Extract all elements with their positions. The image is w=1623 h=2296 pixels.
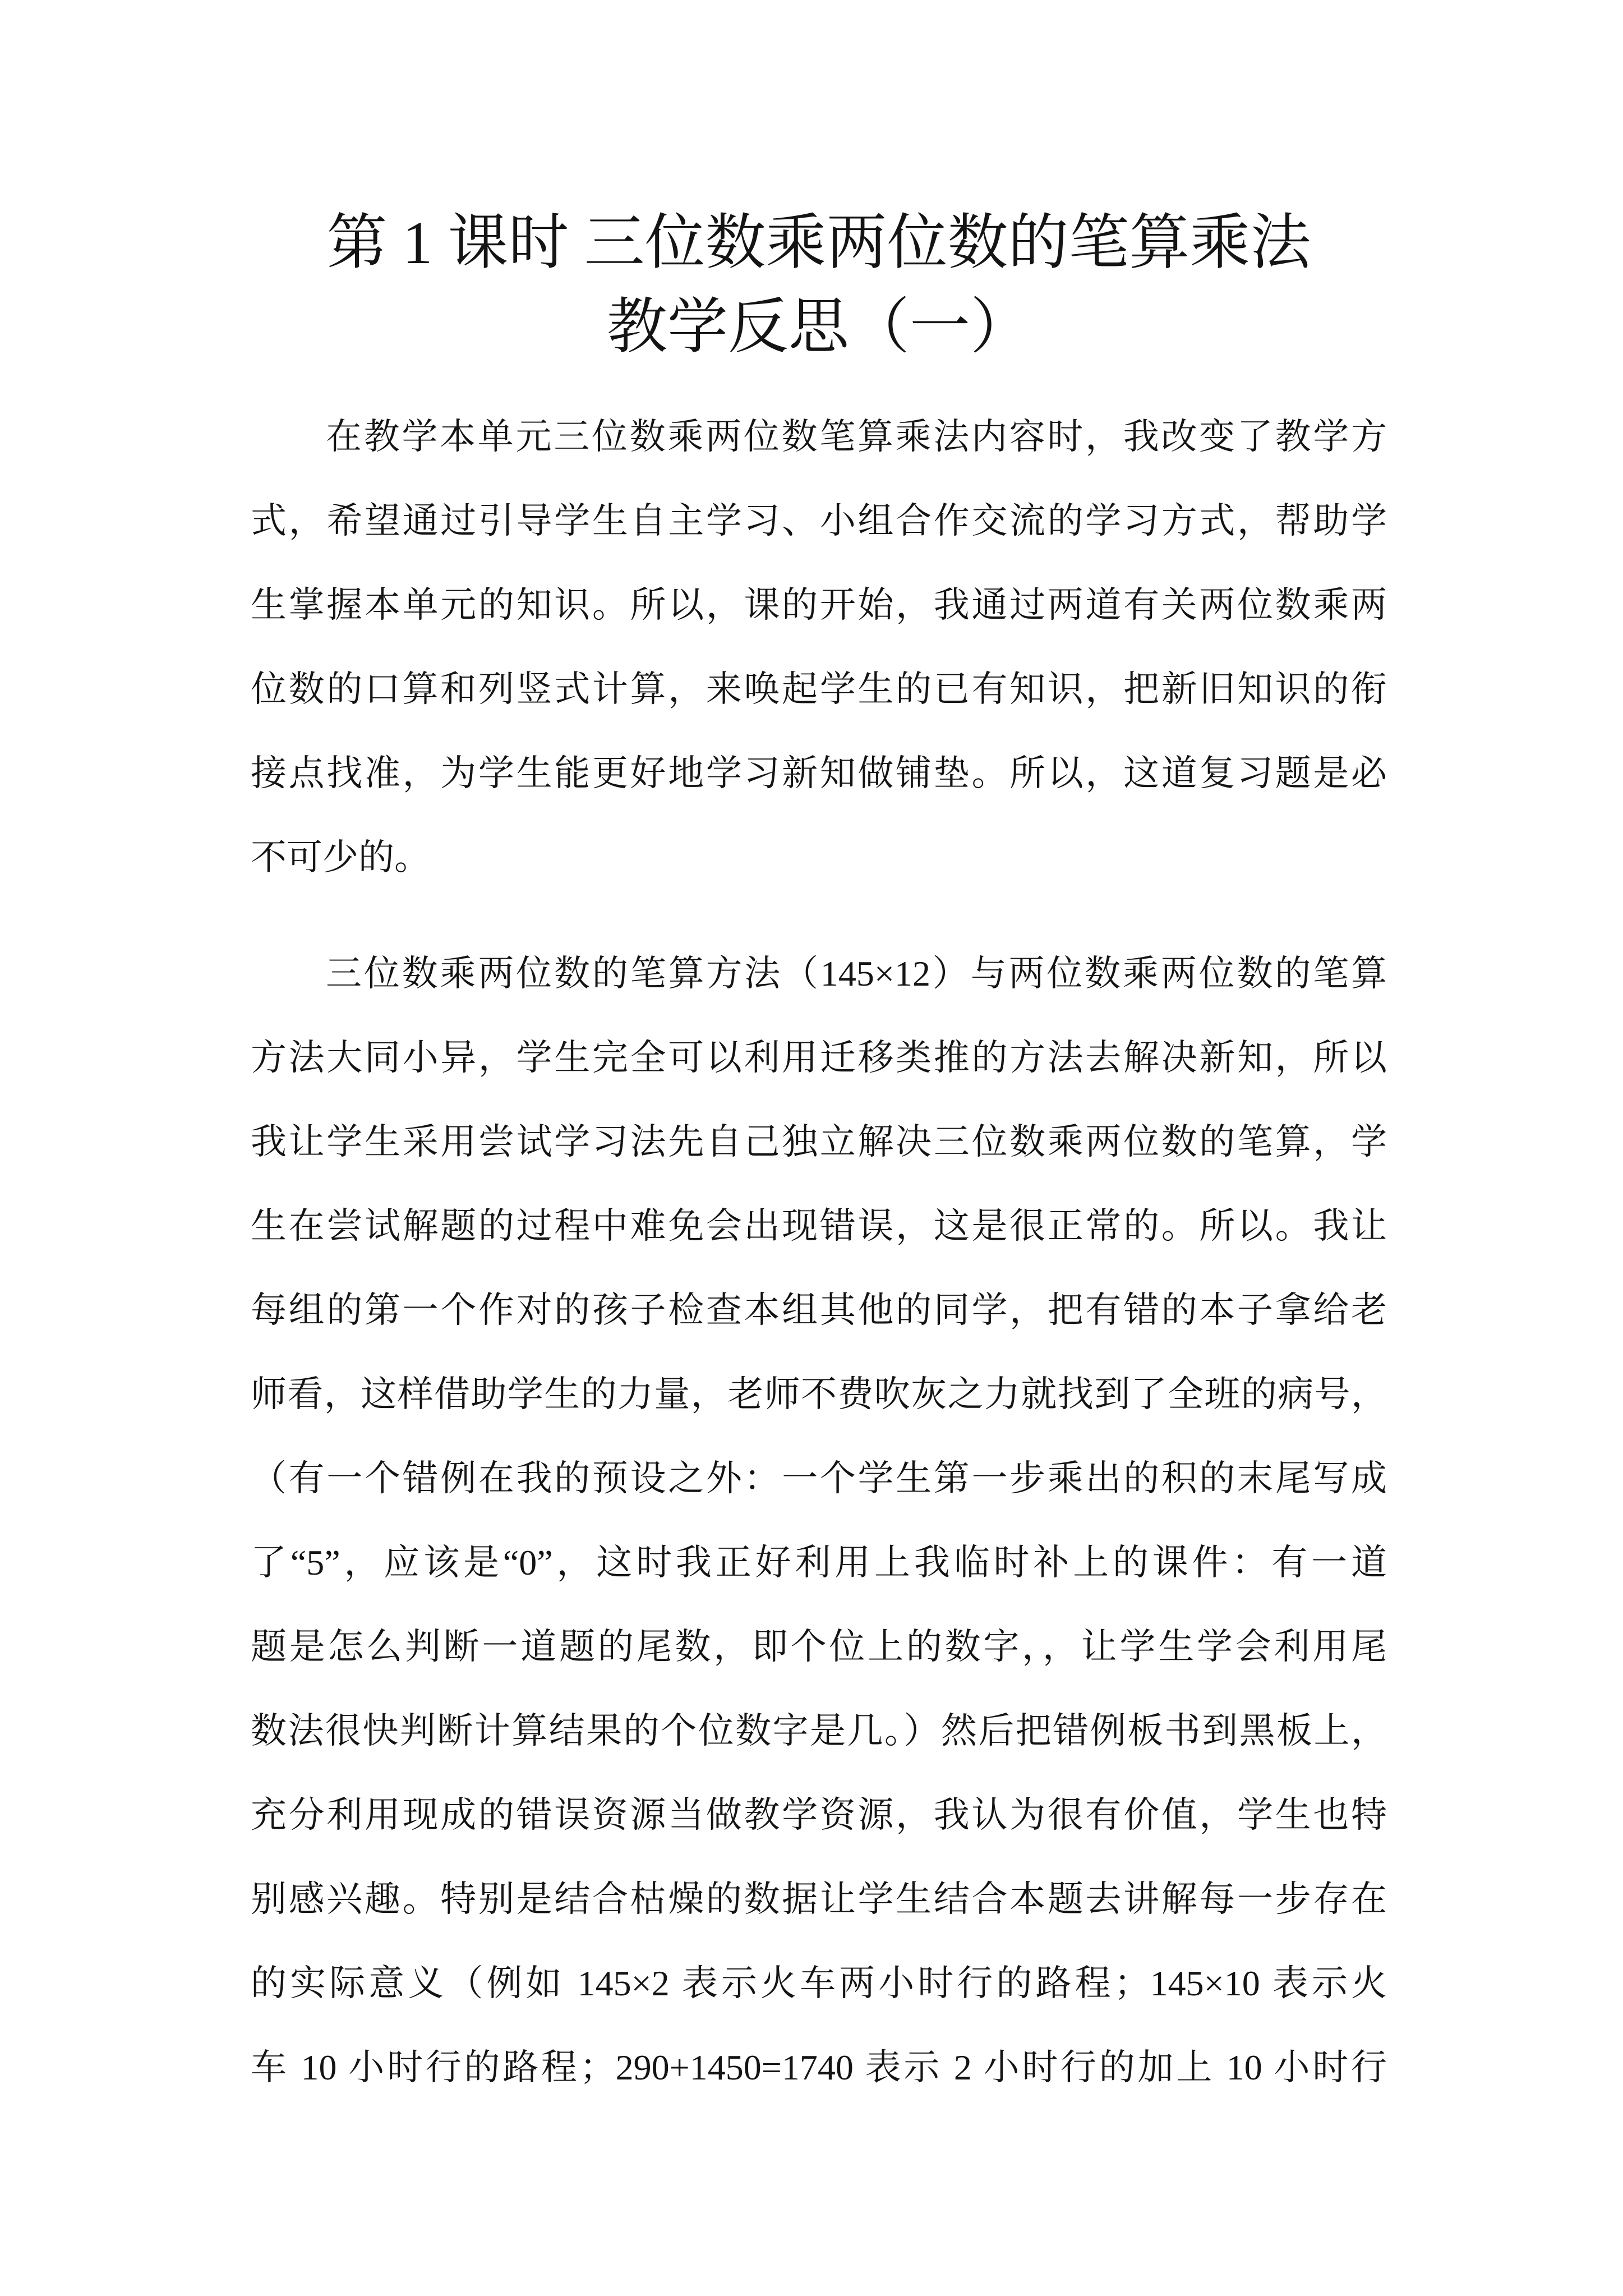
text-line: 生在尝试解题的过程中难免会出现错误，这是很正常的。所以。我让 [251,1206,1387,1246]
text-line: 方法大同小异，学生完全可以利用迁移类推的方法去解决新知，所以 [251,1038,1387,1078]
text-line: 别感兴趣。特别是结合枯燥的数据让学生结合本题去讲解每一步存在 [251,1879,1387,1919]
paragraph-1 [251,395,1387,900]
text-line: 题是怎么判断一道题的尾数，即个位上的数字，，让学生学会利用尾 [251,1627,1387,1667]
text-line: 生掌握本单元的知识。所以，课的开始，我通过两道有关两位数乘两 [251,585,1387,625]
text-line: 充分利用现成的错误资源当做教学资源，我认为很有价值，学生也特 [251,1795,1387,1835]
text-line: 了“5”，应该是“0”，这时我正好利用上我临时补上的课件：有一道 [251,1543,1387,1582]
text-line: 在教学本单元三位数乘两位数笔算乘法内容时，我改变了教学方 [326,417,1387,457]
document-title [251,201,1387,370]
document-body [251,395,1387,2142]
text-line: 师看，这样借助学生的力量，老师不费吹灰之力就找到了全班的病号， [251,1374,1387,1414]
text-line: 我让学生采用尝试学习法先自己独立解决三位数乘两位数的笔算，学 [251,1122,1387,1162]
text-line: 的实际意义（例如 145×2 表示火车两小时行的路程；145×10 表示火 [251,1963,1387,2003]
text-line: 数法很快判断计算结果的个位数字是几。）然后把错例板书到黑板上， [251,1711,1387,1751]
title-line-2: 教学反思（一） [606,294,1031,361]
text-line: 式，希望通过引导学生自主学习、小组合作交流的学习方式，帮助学 [251,501,1387,541]
text-line: （有一个错例在我的预设之外：一个学生第一步乘出的积的末尾写成 [251,1458,1387,1498]
text-line: 每组的第一个作对的孩子检查本组其他的同学，把有错的本子拿给老 [251,1290,1387,1330]
text-line: 接点找准，为学生能更好地学习新知做铺垫。所以，这道复习题是必 [251,753,1387,793]
text-line: 不可少的。 [251,838,430,877]
text-line: 位数的口算和列竖式计算，来唤起学生的已有知识，把新旧知识的衔 [251,669,1387,709]
text-line: 三位数乘两位数的笔算方法（145×12）与两位数乘两位数的笔算 [326,954,1387,993]
paragraph-2 [251,932,1387,2110]
text-line: 车 10 小时行的路程；290+1450=1740 表示 2 小时行的加上 10 小时行 [251,2047,1387,2087]
title-line-1: 第 1 课时 三位数乘两位数的笔算乘法 [326,210,1311,277]
